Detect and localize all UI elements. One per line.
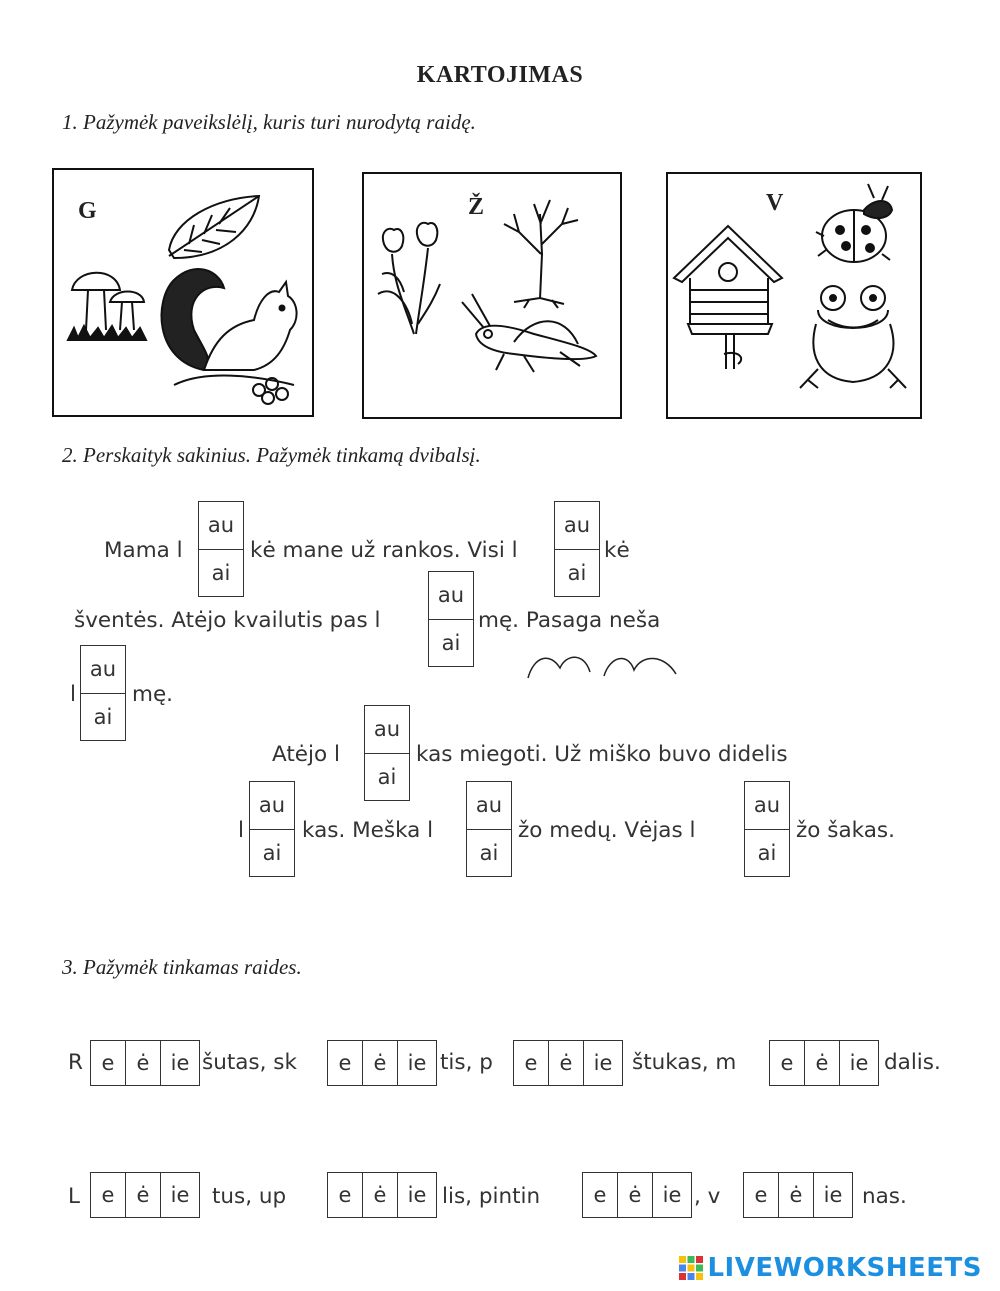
- option-e-dot[interactable]: ė: [617, 1173, 652, 1217]
- option-e[interactable]: e: [780, 1051, 794, 1075]
- option-au[interactable]: au: [753, 793, 781, 818]
- sentence-fragment: kas. Meška l: [302, 818, 434, 843]
- diphthong-choice-3[interactable]: [428, 571, 474, 667]
- vowel-choice-2[interactable]: [327, 1040, 437, 1086]
- option-ie[interactable]: ie: [397, 1173, 436, 1217]
- option-e-dot[interactable]: ė: [804, 1041, 839, 1085]
- option-e-dot[interactable]: ė: [125, 1173, 160, 1217]
- task1-instruction: 1. Pažymėk paveikslėlį, kuris turi nurodytą raidę.: [62, 110, 476, 134]
- letter-label: V: [766, 190, 784, 216]
- grasshopper-icon: [462, 294, 596, 372]
- letter-label: Ž: [468, 194, 485, 220]
- word-fragment: tis, p: [440, 1050, 493, 1075]
- task2-instruction: 2. Perskaityk sakinius. Pažymėk tinkamą dvibalsį.: [62, 443, 481, 467]
- vowel-choice-1[interactable]: [90, 1040, 200, 1086]
- option-au[interactable]: au: [563, 513, 591, 538]
- frog-icon: [800, 286, 906, 388]
- diphthong-choice-6[interactable]: [249, 781, 295, 877]
- option-ai[interactable]: ai: [199, 549, 243, 597]
- word-fragment: nas.: [862, 1184, 907, 1209]
- sentence-fragment: kas miegoti. Už miško buvo didelis: [416, 742, 788, 767]
- word-fragment: šutas, sk: [202, 1050, 297, 1075]
- picture-v-drawing: [668, 174, 920, 417]
- word-fragment: , v: [694, 1184, 721, 1209]
- sentence-fragment: l: [238, 818, 244, 843]
- word-fragment: L: [68, 1184, 80, 1209]
- option-e-dot[interactable]: ė: [362, 1041, 397, 1085]
- option-ai[interactable]: ai: [467, 829, 511, 877]
- sentence-fragment: žo šakas.: [796, 818, 895, 843]
- sentence-fragment: kė: [604, 538, 630, 563]
- option-au[interactable]: au: [475, 793, 503, 818]
- birdhouse-icon: [674, 226, 782, 369]
- vowel-choice-8[interactable]: [743, 1172, 853, 1218]
- sentence-fragment: mę. Pasaga neša: [478, 608, 661, 633]
- option-ie[interactable]: ie: [652, 1173, 691, 1217]
- leaf-icon: [169, 196, 259, 258]
- option-ai[interactable]: ai: [429, 619, 473, 667]
- letter-label: G: [78, 198, 97, 224]
- sentence-fragment: mę.: [132, 682, 174, 707]
- word-fragment: tus, up: [212, 1184, 287, 1209]
- sentence-fragment: kė mane už rankos. Visi l: [250, 538, 518, 563]
- option-ie[interactable]: ie: [160, 1041, 199, 1085]
- picture-zh-drawing: [364, 174, 620, 417]
- tulips-icon: [378, 223, 440, 334]
- task3-instruction: 3. Pažymėk tinkamas raides.: [62, 955, 302, 979]
- diphthong-choice-7[interactable]: [466, 781, 512, 877]
- picture-g-drawing: [54, 170, 312, 415]
- scribble-icon: [524, 650, 684, 680]
- option-ie[interactable]: ie: [160, 1173, 199, 1217]
- page-title: KARTOJIMAS: [416, 62, 584, 88]
- diphthong-choice-4[interactable]: [80, 645, 126, 741]
- option-ai[interactable]: ai: [365, 753, 409, 801]
- picture-box-g[interactable]: [52, 168, 314, 417]
- option-ie[interactable]: ie: [583, 1041, 622, 1085]
- vowel-choice-3[interactable]: [513, 1040, 623, 1086]
- option-e-dot[interactable]: ė: [548, 1041, 583, 1085]
- option-ie[interactable]: ie: [839, 1041, 878, 1085]
- option-e[interactable]: e: [338, 1051, 352, 1075]
- option-e[interactable]: e: [754, 1183, 768, 1207]
- diphthong-choice-8[interactable]: [744, 781, 790, 877]
- option-au[interactable]: au: [258, 793, 286, 818]
- vowel-choice-4[interactable]: [769, 1040, 879, 1086]
- logo-text: LIVEWORKSHEETS: [707, 1253, 982, 1283]
- option-ie[interactable]: ie: [397, 1041, 436, 1085]
- liveworksheets-logo-icon: [678, 1255, 704, 1281]
- option-e[interactable]: e: [524, 1051, 538, 1075]
- diphthong-choice-1[interactable]: [198, 501, 244, 597]
- option-ie[interactable]: ie: [813, 1173, 852, 1217]
- vowel-choice-7[interactable]: [582, 1172, 692, 1218]
- option-ai[interactable]: ai: [81, 693, 125, 741]
- word-fragment: R: [68, 1050, 83, 1075]
- option-au[interactable]: au: [89, 657, 117, 682]
- diphthong-choice-5[interactable]: [364, 705, 410, 801]
- word-fragment: štukas, m: [632, 1050, 737, 1075]
- option-ai[interactable]: ai: [555, 549, 599, 597]
- option-e-dot[interactable]: ė: [362, 1173, 397, 1217]
- option-e[interactable]: e: [593, 1183, 607, 1207]
- option-e[interactable]: e: [338, 1183, 352, 1207]
- option-e[interactable]: e: [101, 1051, 115, 1075]
- picture-box-v[interactable]: [666, 172, 922, 419]
- liveworksheets-logo: [678, 1253, 982, 1283]
- sentence-fragment: Mama l: [104, 538, 183, 563]
- option-e-dot[interactable]: ė: [125, 1041, 160, 1085]
- sentence-fragment: žo medų. Vėjas l: [518, 818, 696, 843]
- mushrooms-icon: [68, 273, 146, 340]
- word-fragment: dalis.: [884, 1050, 941, 1075]
- squirrel-icon: [162, 269, 297, 404]
- option-e-dot[interactable]: ė: [778, 1173, 813, 1217]
- option-au[interactable]: au: [437, 583, 465, 608]
- option-ai[interactable]: ai: [745, 829, 789, 877]
- vowel-choice-6[interactable]: [327, 1172, 437, 1218]
- ladybug-icon: [816, 184, 892, 262]
- option-ai[interactable]: ai: [250, 829, 294, 877]
- diphthong-choice-2[interactable]: [554, 501, 600, 597]
- sentence-fragment: l: [70, 682, 76, 707]
- option-e[interactable]: e: [101, 1183, 115, 1207]
- sentence-fragment: Atėjo l: [272, 742, 340, 767]
- word-fragment: lis, pintin: [442, 1184, 541, 1209]
- option-au[interactable]: au: [373, 717, 401, 742]
- tree-icon: [504, 200, 578, 308]
- sentence-fragment: šventės. Atėjo kvailutis pas l: [74, 608, 381, 633]
- picture-box-zh[interactable]: [362, 172, 622, 419]
- vowel-choice-5[interactable]: [90, 1172, 200, 1218]
- option-au[interactable]: au: [207, 513, 235, 538]
